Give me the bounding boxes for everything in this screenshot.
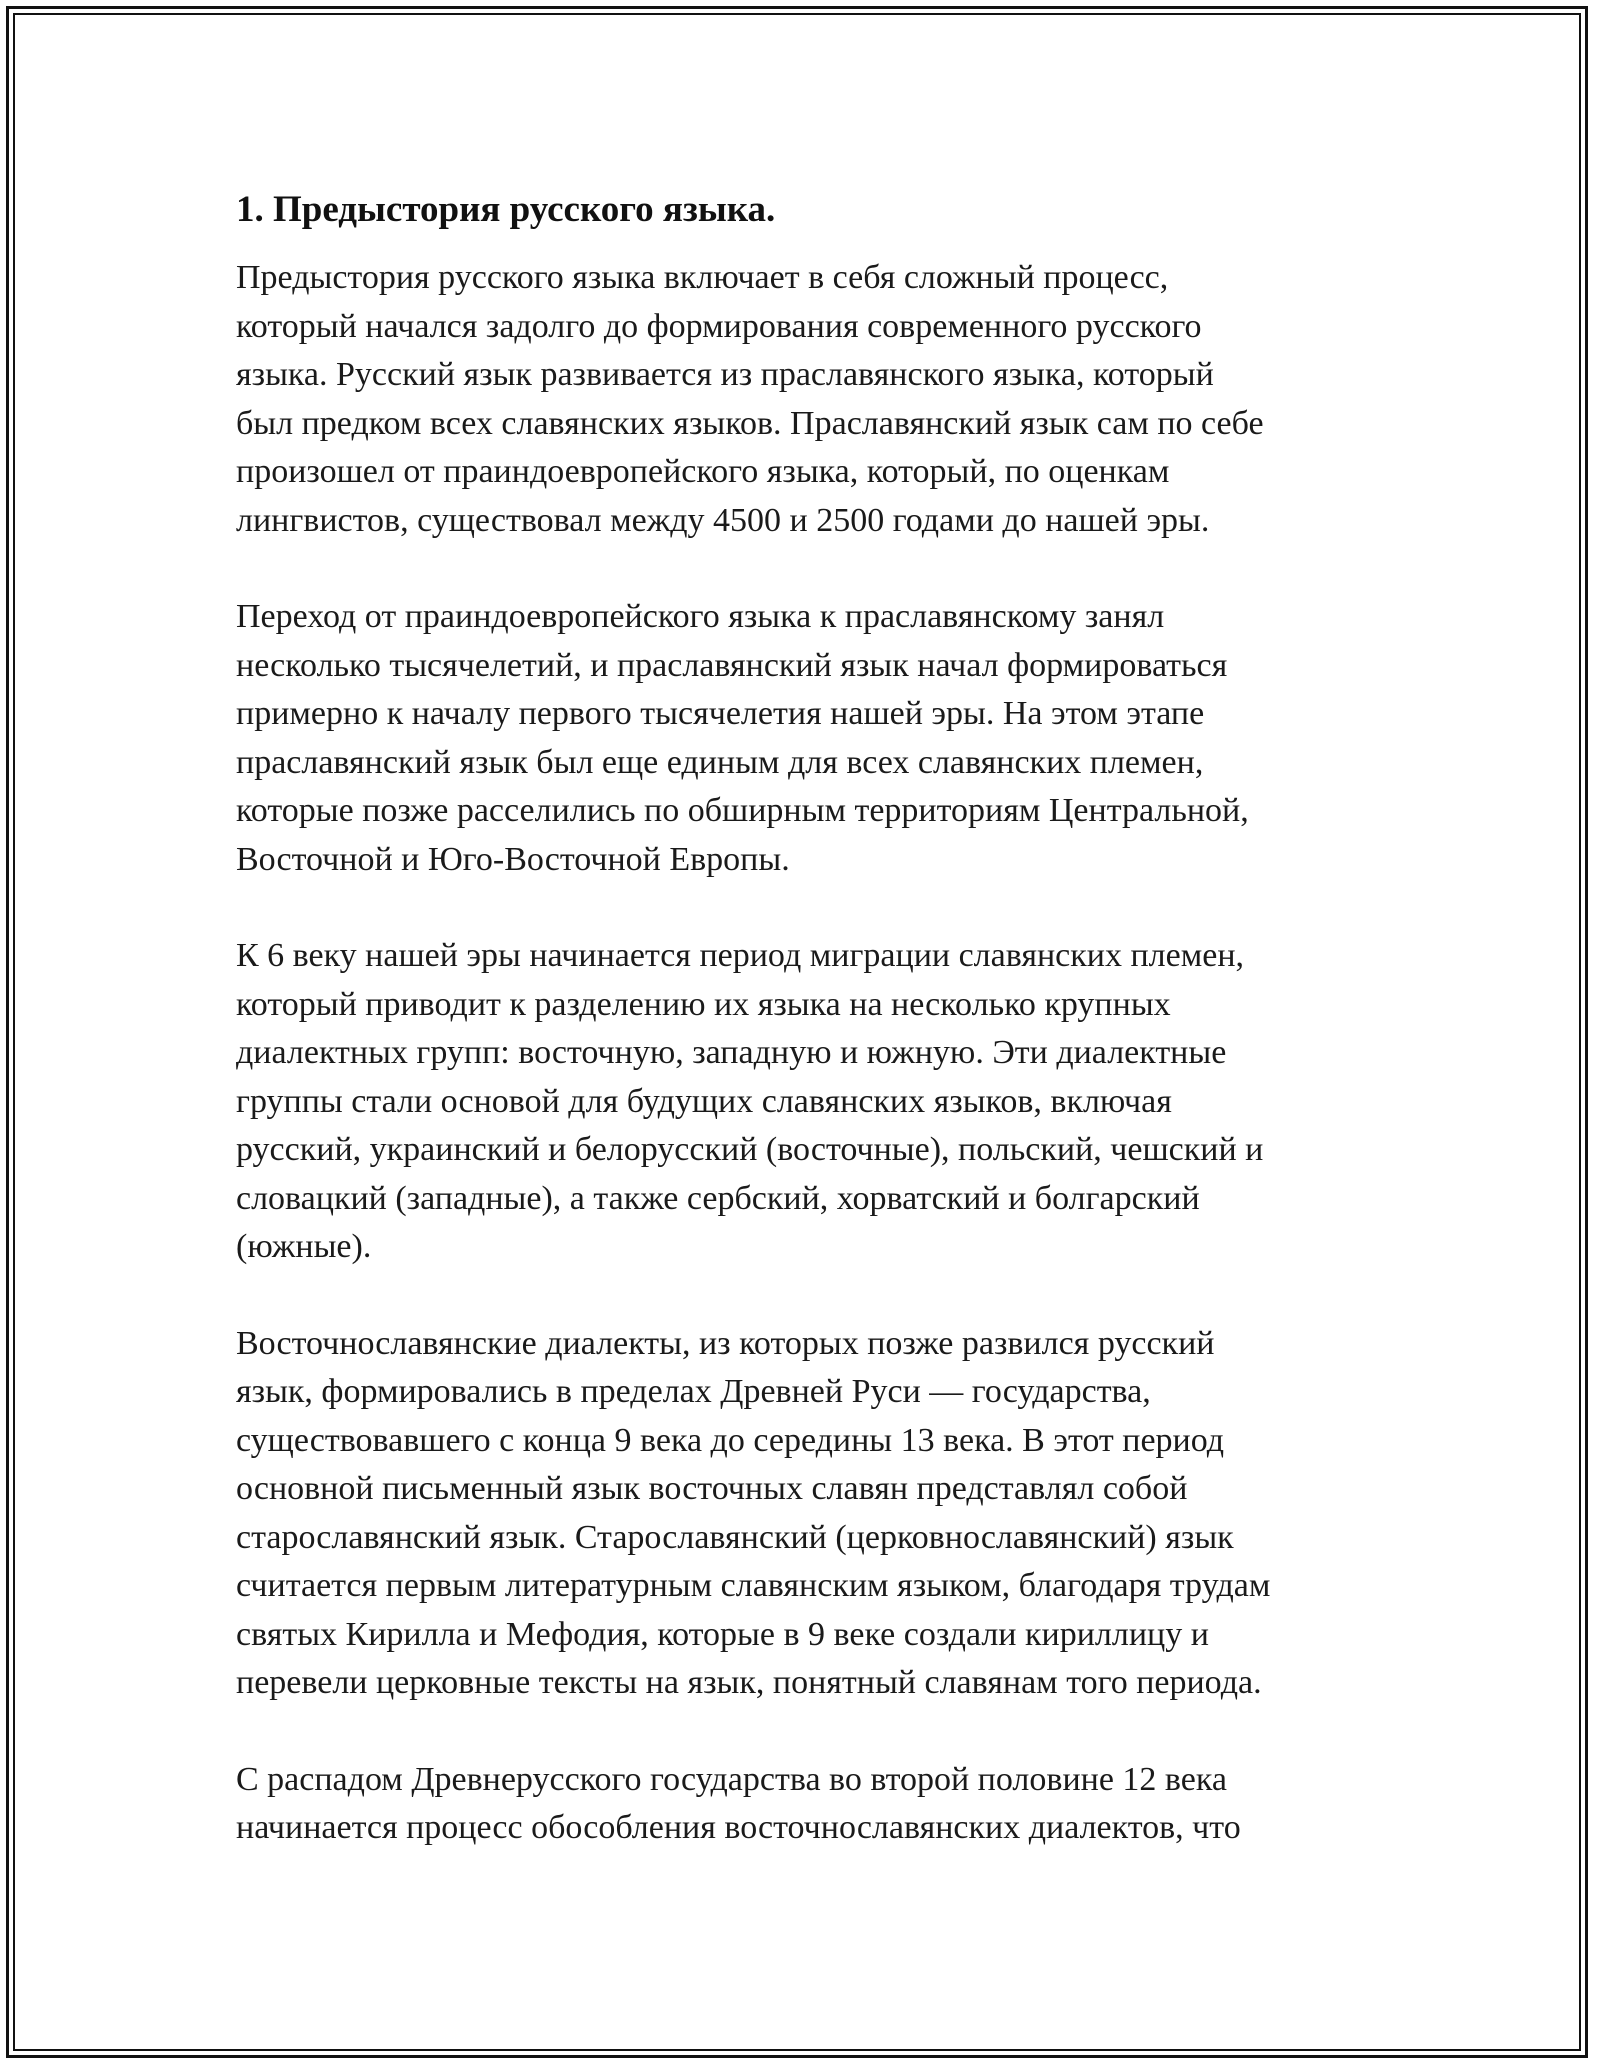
paragraph-line: русский, украинский и белорусский (восточные), польский, чешский и xyxy=(236,1131,1264,1168)
paragraph-line: лингвистов, существовал между 4500 и 2500 годами до нашей эры. xyxy=(236,501,1210,539)
paragraph-line: Предыстория русского языка включает в себя сложный процесс, xyxy=(236,259,1169,296)
paragraph-line: Переход от праиндоевропейского языка к праславянскому занял xyxy=(236,598,1165,635)
paragraph-line: святых Кирилла и Мефодия, которые в 9 веке создали кириллицу и xyxy=(236,1615,1209,1653)
paragraph-line: группы стали основой для будущих славянских языков, включая xyxy=(236,1082,1172,1120)
paragraph-line: который начался задолго до формирования современного русского xyxy=(236,307,1202,345)
paragraph-line: праславянский язык был еще единым для всех славянских племен, xyxy=(236,743,1204,781)
paragraph-line: был предком всех славянских языков. Праславянский язык сам по себе xyxy=(236,404,1264,442)
paragraph-line: перевели церковные тексты на язык, понятный славянам того периода. xyxy=(236,1664,1262,1701)
paragraph-line: начинается процесс обособления восточнославянских диалектов, что xyxy=(236,1809,1241,1846)
document-body xyxy=(236,186,1366,1901)
paragraph xyxy=(236,932,1366,1272)
paragraph-line: считается первым литературным славянским языком, благодаря трудам xyxy=(236,1567,1271,1604)
paragraph-line: который приводит к разделению их языка на несколько крупных xyxy=(236,985,1171,1023)
paragraph xyxy=(236,1320,1366,1708)
paragraph xyxy=(236,254,1366,545)
paragraph-line: (южные). xyxy=(236,1228,372,1265)
paragraph-line: Восточнославянские диалекты, из которых позже развился русский xyxy=(236,1324,1215,1362)
paragraph-line: язык, формировались в пределах Древней Руси — государства, xyxy=(236,1373,1151,1410)
paragraphs-container xyxy=(236,254,1366,1853)
paragraph-line: Восточной и Юго-Восточной Европы. xyxy=(236,840,790,878)
paragraph-line: существовавшего с конца 9 века до середины 13 века. В этот период xyxy=(236,1421,1225,1459)
paragraph-line: языка. Русский язык развивается из праславянского языка, который xyxy=(236,356,1214,393)
paragraph-line: основной письменный язык восточных славян представлял собой xyxy=(236,1470,1188,1507)
paragraph-line: несколько тысячелетий, и праславянский язык начал формироваться xyxy=(236,646,1228,684)
paragraph-line: старославянский язык. Старославянский (церковнославянский) язык xyxy=(236,1518,1234,1556)
paragraph-line: примерно к началу первого тысячелетия нашей эры. На этом этапе xyxy=(236,695,1205,732)
paragraph-line: произошел от праиндоевропейского языка, который, по оценкам xyxy=(236,453,1170,490)
paragraph-line: диалектных групп: восточную, западную и южную. Эти диалектные xyxy=(236,1034,1227,1071)
paragraph-line: которые позже расселились по обширным территориям Центральной, xyxy=(236,792,1249,829)
paragraph-line: словацкий (западные), а также сербский, хорватский и болгарский xyxy=(236,1179,1200,1217)
paragraph xyxy=(236,593,1366,884)
paragraph xyxy=(236,1756,1366,1853)
paragraph-line: С распадом Древнерусского государства во второй половине 12 века xyxy=(236,1760,1227,1798)
paragraph-line: К 6 веку нашей эры начинается период миграции славянских племен, xyxy=(236,937,1245,974)
page-title: 1. Предыстория русского языка. xyxy=(236,189,776,230)
